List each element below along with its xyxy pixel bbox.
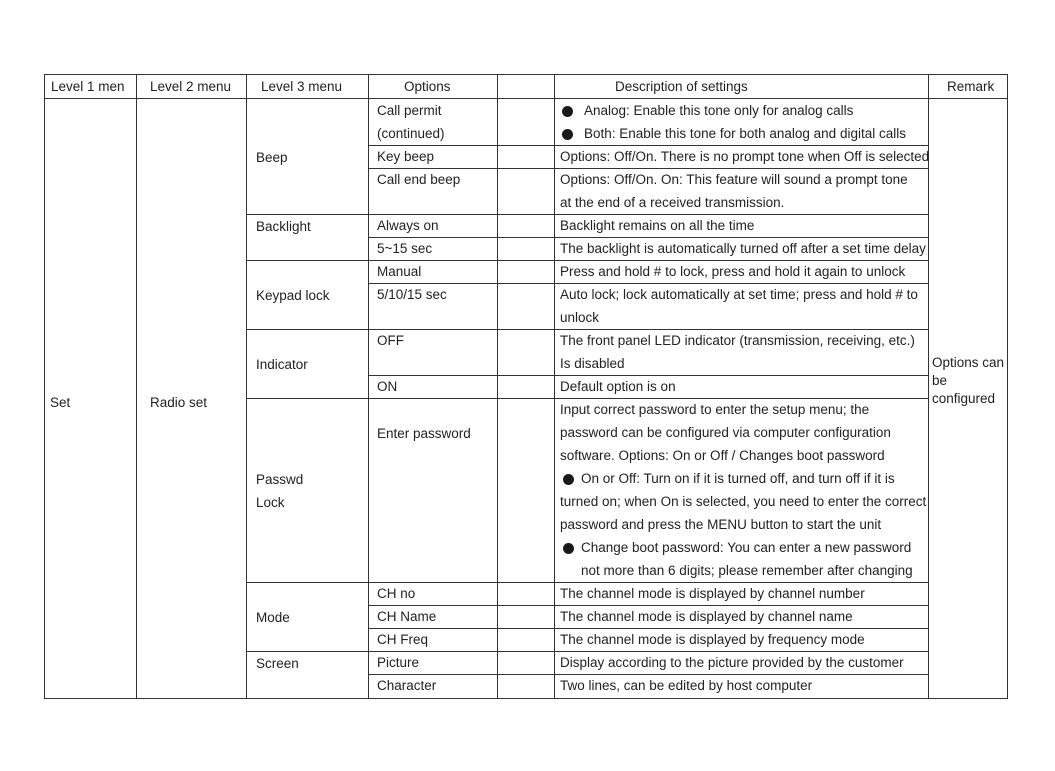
desc-line: Is disabled — [560, 356, 625, 371]
desc-line: The channel mode is displayed by channel name — [560, 609, 853, 624]
desc-line: The channel mode is displayed by frequency mode — [560, 632, 865, 647]
bullet-icon — [562, 106, 573, 117]
option-picture: Picture — [377, 655, 420, 670]
desc-line: Backlight remains on all the time — [560, 218, 755, 233]
level3-indicator: Indicator — [256, 357, 308, 372]
desc-line: software. Options: On or Off / Changes boot password — [560, 448, 885, 463]
option-auto: 5/10/15 sec — [377, 287, 447, 302]
level3-backlight: Backlight — [256, 219, 311, 234]
option-key-beep: Key beep — [377, 149, 435, 164]
option-ch-freq: CH Freq — [377, 632, 429, 647]
level3-beep: Beep — [256, 150, 288, 165]
option-always-on: Always on — [377, 218, 439, 233]
desc-line: Two lines, can be edited by host computer — [560, 678, 813, 693]
option-enter-password: Enter password — [377, 426, 471, 441]
option-timed: 5~15 sec — [377, 241, 433, 256]
option-on: ON — [377, 379, 398, 394]
option-off: OFF — [377, 333, 404, 348]
option-call-permit: (continued) — [377, 126, 445, 141]
remark-line: Options can — [932, 355, 1005, 370]
bullet-icon — [563, 474, 574, 485]
desc-line: Default option is on — [560, 379, 676, 394]
desc-line: The front panel LED indicator (transmission, receiving, etc.) — [560, 333, 915, 348]
desc-line: not more than 6 digits; please remember after changing — [581, 563, 913, 578]
option-manual: Manual — [377, 264, 422, 279]
desc-line: unlock — [560, 310, 600, 325]
header-level2: Level 2 menu — [150, 79, 232, 94]
option-ch-name: CH Name — [377, 609, 437, 624]
desc-line: Analog: Enable this tone only for analog calls — [584, 103, 854, 118]
level2-cell: Radio set — [150, 395, 208, 410]
desc-line: The channel mode is displayed by channel number — [560, 586, 865, 601]
desc-line: password can be configured via computer configuration — [560, 425, 891, 440]
option-call-permit: Call permit — [377, 103, 442, 118]
header-description: Description of settings — [615, 79, 748, 94]
desc-line: Display according to the picture provided by the customer — [560, 655, 904, 670]
desc-line: Options: Off/On. On: This feature will sound a prompt tone — [560, 172, 908, 187]
header-options: Options — [404, 79, 451, 94]
desc-line: Change boot password: You can enter a new password — [581, 540, 912, 555]
desc-line: Press and hold # to lock, press and hold it again to unlock — [560, 264, 906, 279]
desc-line: Input correct password to enter the setup menu; the — [560, 402, 870, 417]
level3-passwd-lock: Passwd — [256, 472, 304, 487]
header-remark: Remark — [947, 79, 995, 94]
desc-line: The backlight is automatically turned off after a set time delay — [560, 241, 926, 256]
level3-mode: Mode — [256, 610, 290, 625]
option-ch-no: CH no — [377, 586, 416, 601]
level1-cell: Set — [50, 395, 71, 410]
header-level1: Level 1 men — [51, 79, 125, 94]
bullet-icon — [562, 129, 573, 140]
bullet-icon — [563, 543, 574, 554]
level3-keypad-lock: Keypad lock — [256, 288, 330, 303]
desc-line: at the end of a received transmission. — [560, 195, 785, 210]
desc-line: Both: Enable this tone for both analog and digital calls — [584, 126, 906, 141]
desc-line: password and press the MENU button to start the unit — [560, 517, 882, 532]
desc-line: turned on; when On is selected, you need to enter the correct — [560, 494, 927, 509]
level3-screen: Screen — [256, 656, 299, 671]
desc-line: Auto lock; lock automatically at set time; press and hold # to — [560, 287, 918, 302]
desc-line: Options: Off/On. There is no prompt tone when Off is selected — [560, 149, 930, 164]
option-character: Character — [377, 678, 437, 693]
level3-passwd-lock: Lock — [256, 495, 285, 510]
desc-line: On or Off: Turn on if it is turned off, and turn off if it is — [581, 471, 895, 486]
remark-line: configured — [932, 391, 996, 406]
header-level3: Level 3 menu — [261, 79, 343, 94]
remark-line: be — [932, 373, 948, 388]
option-call-end-beep: Call end beep — [377, 172, 461, 187]
